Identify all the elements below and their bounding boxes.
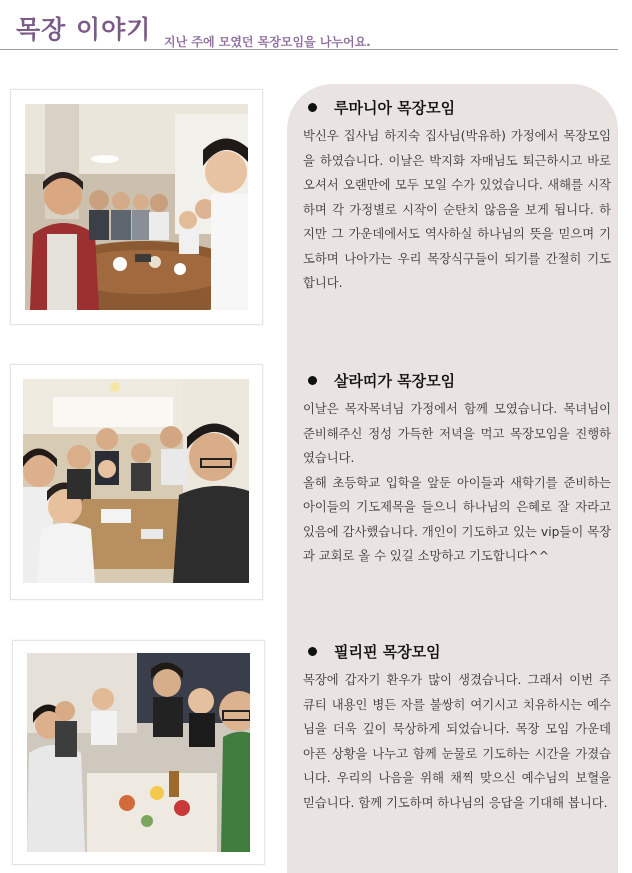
- section-romania: [303, 97, 611, 296]
- section-body: 목장에 갑자기 환우가 많이 생겼습니다. 그래서 이번 주 큐티 내용인 병든 자를 불쌍히 여기시고 치유하시는 예수님을 더욱 깊이 묵상하게 되었습니다. 목장 모임 가운데 아픈 상황을 나누고 함께 눈물로 기도하는 시간을 가졌습니다. 우리의 나음을 위해 채찍 맞으신 예수님의 보혈을 믿습니다. 함께 기도하며 하나님의 응답을 기대해 봅니다.: [303, 673, 611, 810]
- page-header: [0, 0, 632, 52]
- bullet-icon: [308, 647, 317, 656]
- section-heading: [303, 97, 611, 118]
- section-title: 살라띠가 목장모임: [334, 372, 456, 390]
- section-body: 박신우 집사님 하지숙 집사님(박유하) 가정에서 목장모임을 하였습니다. 이날은 박지화 자매님도 퇴근하시고 바로 오셔서 오랜만에 모두 모일 수가 있었습니다. 새해를 시작하며 각 가정별로 시작이 순탄치 않음을 보게 됩니다. 하지만 그 가운데에서도 역사하실 하나님의 뜻을 믿으며 기도하며 나아가는 우리 목장식구들이 되기를 간절히 기도합니다.: [303, 129, 611, 290]
- section-philippines: [303, 641, 611, 815]
- group-photo-salatiga: [23, 379, 249, 583]
- section-salatiga: [303, 370, 611, 569]
- group-photo-philippines: [27, 653, 250, 852]
- group-photo-romania: [25, 104, 248, 310]
- section-heading: [303, 370, 611, 391]
- section-title: 필리핀 목장모임: [334, 643, 441, 661]
- photo-frame-salatiga: [10, 364, 263, 600]
- page-subtitle: 지난 주에 모였던 목장모임을 나누어요.: [164, 35, 371, 49]
- bullet-icon: [308, 376, 317, 385]
- photo-frame-romania: [10, 89, 263, 325]
- page-title: 목장 이야기: [16, 15, 152, 44]
- section-body: 이날은 목자목녀님 가정에서 함께 모였습니다. 목녀님이 준비해주신 정성 가득한 저녁을 먹고 목장모임을 진행하였습니다. 올해 초등학교 입학을 앞둔 아이들과 새학기를 준비하는 아이들의 기도제목을 들으니 하나님의 은혜로 잘 자라고 있음에 감사했습니다. 개인이 기도하고 있는 vip들이 목장과 교회로 올 수 있길 소망하고 기도합니다^^: [303, 402, 611, 563]
- bullet-icon: [308, 103, 317, 112]
- photo-frame-philippines: [12, 640, 265, 865]
- section-title: 루마니아 목장모임: [334, 99, 456, 117]
- section-heading: [303, 641, 611, 662]
- header-divider: [0, 49, 618, 50]
